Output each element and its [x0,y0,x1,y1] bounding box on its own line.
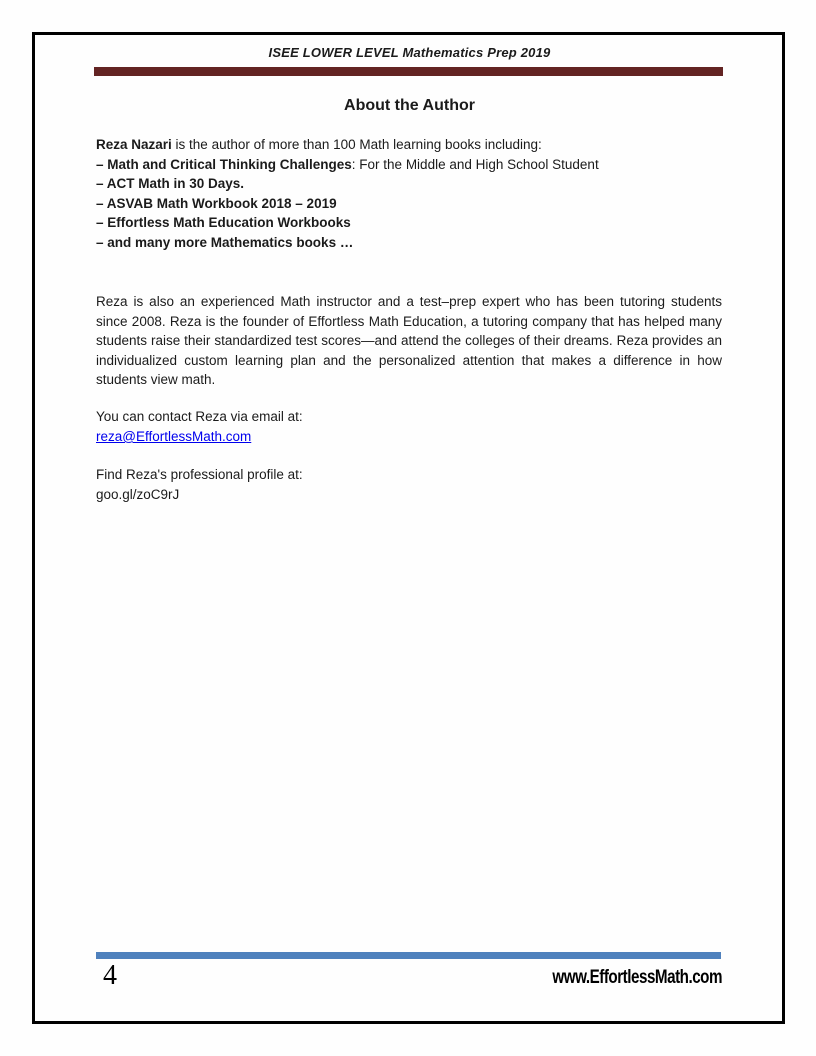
email-label: You can contact Reza via email at: [96,409,303,424]
page-title: About the Author [344,97,475,114]
book-list-item [96,194,723,214]
book-subtitle: : For the Middle and High School Student [351,156,599,172]
footer-website: www.EffortlessMath.com [552,967,722,988]
bio-paragraph: Reza is also an experienced Math instructor and a test–prep expert who has been tutoring students since 2008. Reza is the founder of Effortless Math Education, a tutoring company that has helped many students raise their standardized test scores—and attend the colleges of their dreams. Reza provides an individualized custom learning plan and the personalized attention that makes a difference in how students view math. [96,294,722,388]
email-link[interactable]: reza@EffortlessMath.com [96,429,252,444]
book-title: – and many more Mathematics books … [96,234,354,250]
book-list-item [96,213,723,233]
running-header-title: ISEE LOWER LEVEL Mathematics Prep 2019 [268,45,551,60]
header-rule-bar [94,67,723,76]
author-intro-block [96,135,723,253]
profile-label: Find Reza's professional profile at: [96,467,303,482]
page-number: 4 [103,960,117,991]
book-list-item [96,155,723,175]
book-title: – ASVAB Math Workbook 2018 – 2019 [96,195,337,211]
book-list-item [96,233,723,253]
intro-lead-rest: is the author of more than 100 Math learning books including: [171,137,542,152]
book-title: – Math and Critical Thinking Challenges [96,156,352,172]
profile-url: goo.gl/zoC9rJ [96,487,180,502]
book-title: – ACT Math in 30 Days. [96,176,245,192]
intro-lead-line [96,135,723,155]
author-name: Reza Nazari [96,137,172,152]
book-list-item [96,174,723,194]
book-title: – Effortless Math Education Workbooks [96,215,351,231]
footer-rule-bar [96,952,721,959]
